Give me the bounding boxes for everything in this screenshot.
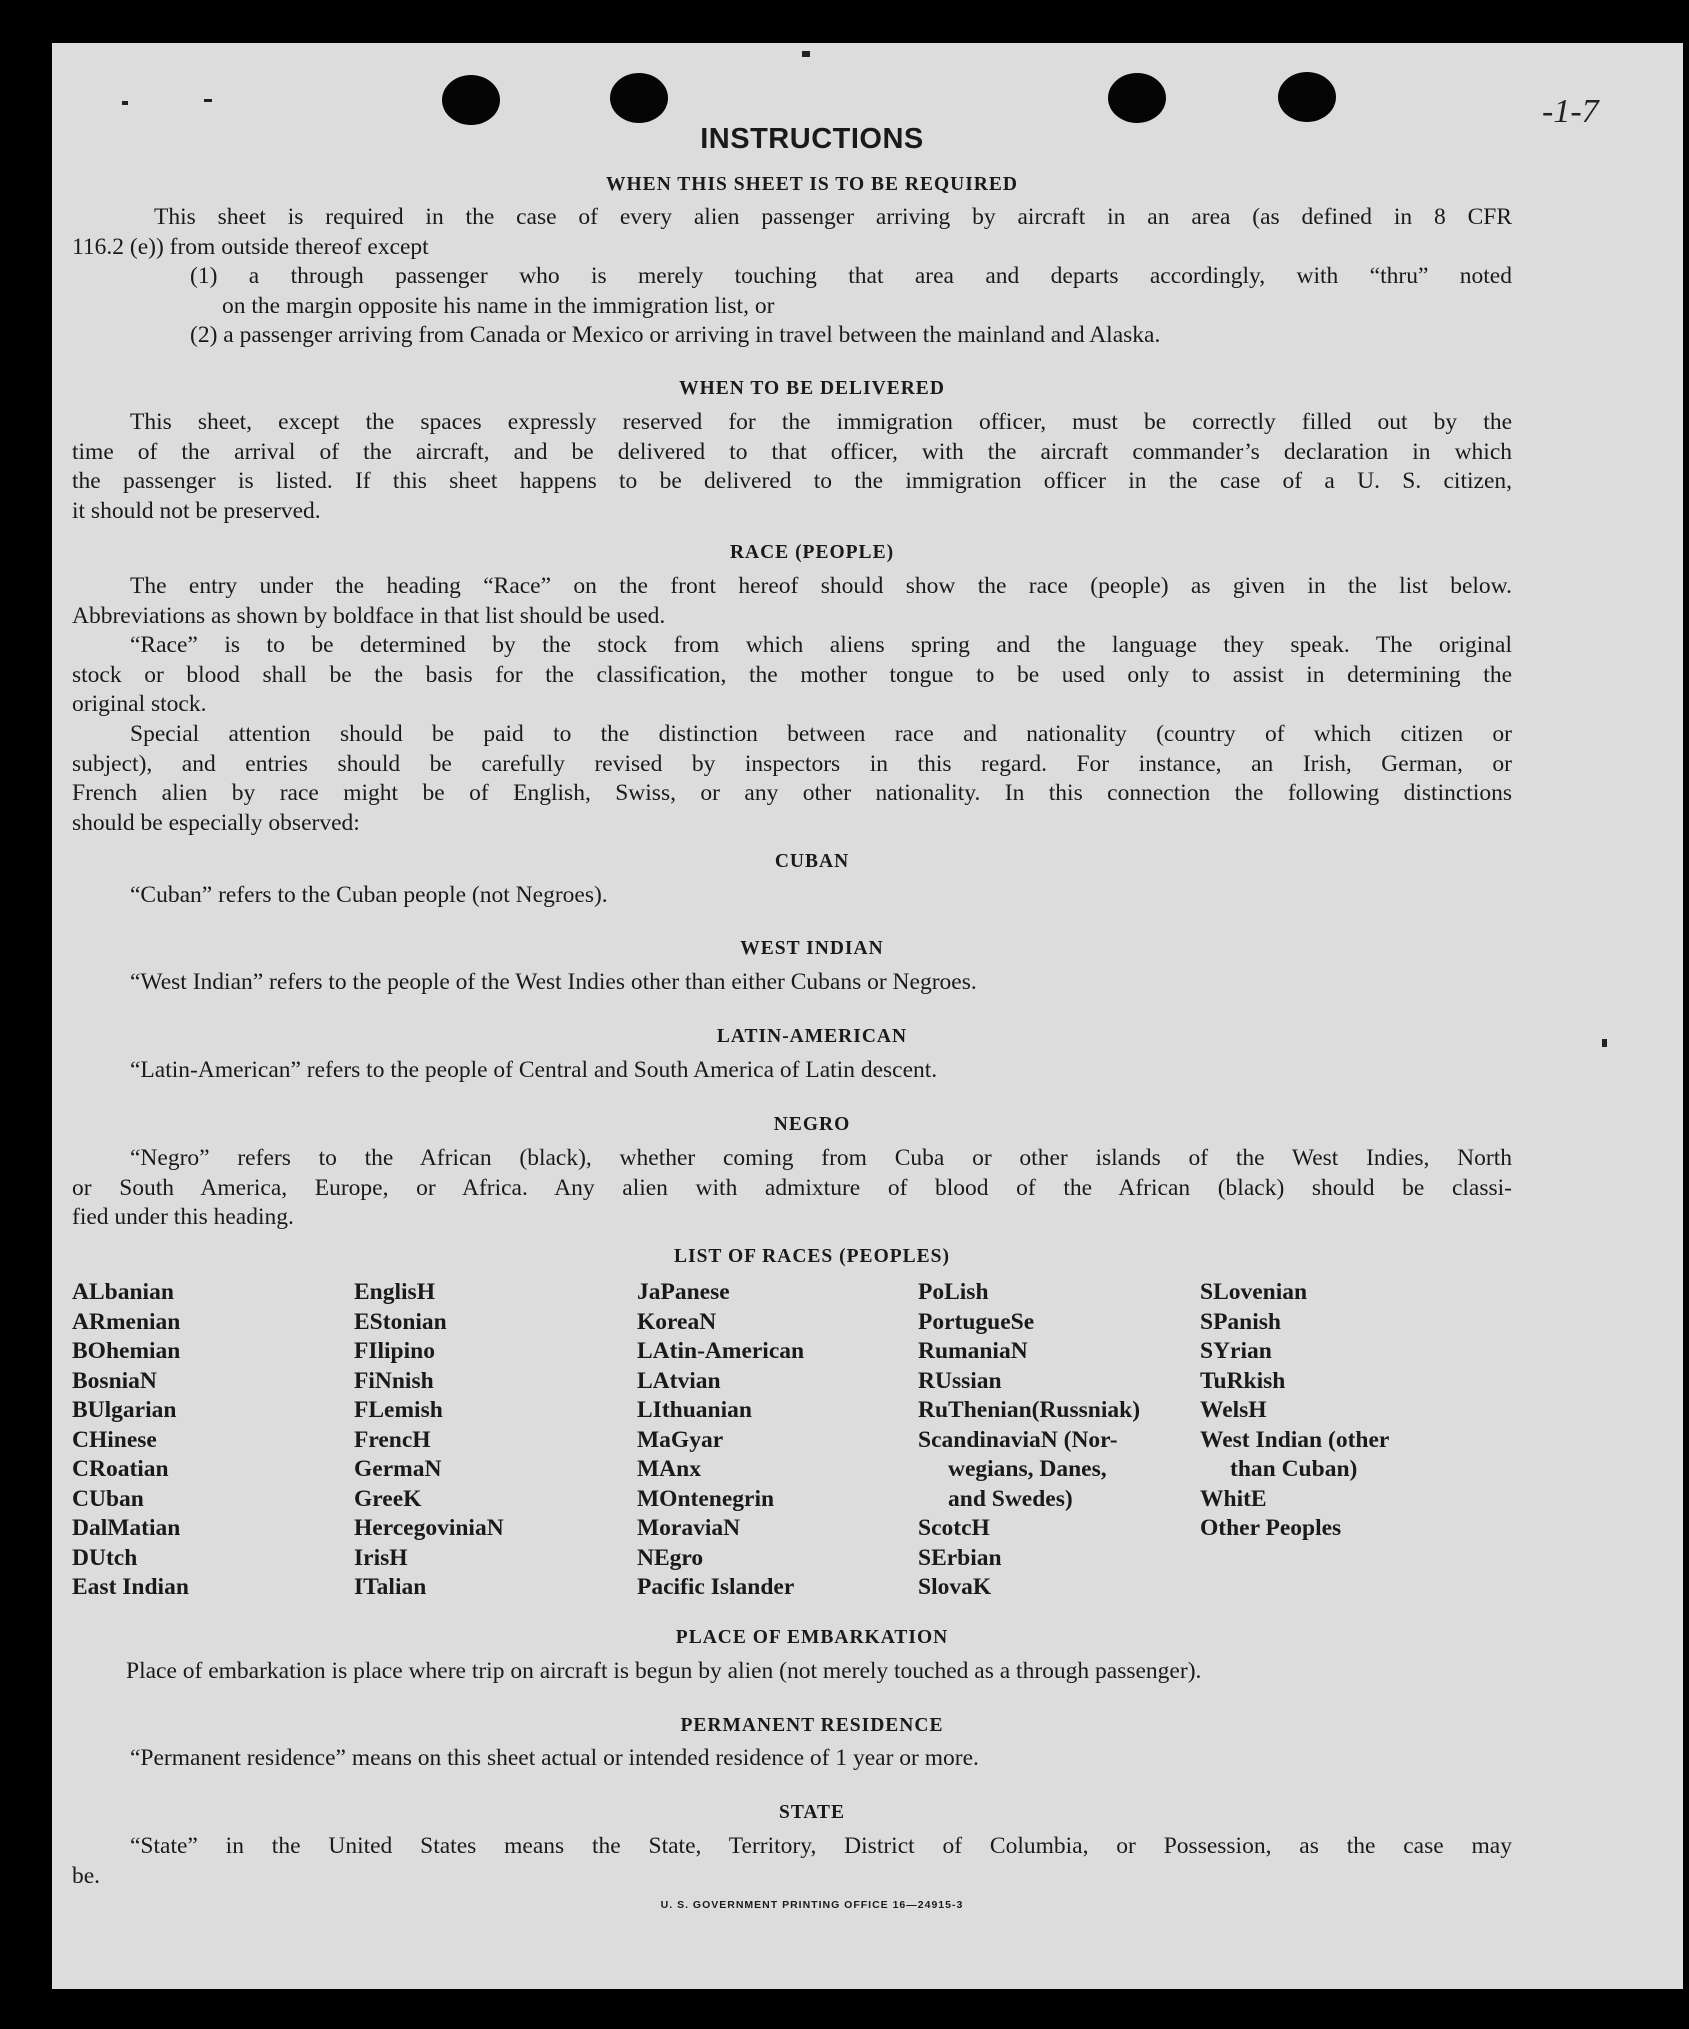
ink-speck	[204, 99, 212, 102]
ink-speck	[1602, 1039, 1607, 1047]
section-heading-state: STATE	[778, 1802, 846, 1823]
race-entry: GreeK	[354, 1485, 422, 1512]
race-entry: MaGyar	[637, 1426, 724, 1453]
page-title: INSTRUCTIONS	[700, 123, 924, 155]
cuban-text: “Cuban” refers to the Cuban people (not Negroes).	[130, 882, 608, 908]
race-entry: BUlgarian	[72, 1397, 177, 1423]
latin-american-text: “Latin-American” refers to the people of Central and South America of Latin descent.	[130, 1057, 938, 1083]
instruction-sheet	[52, 43, 1683, 1989]
race-entry: NEgro	[637, 1544, 704, 1571]
race-entry: FiNnish	[354, 1367, 434, 1394]
text-line: “State” in the United States means the State, Territory, District of Columbia, or Possession, as the case may	[130, 1833, 1512, 1859]
text-line: (1) a through passenger who is merely touching that area and departs accordingly, with “thru” noted	[190, 263, 1512, 289]
west-indian-text: “West Indian” refers to the people of the West Indies other than either Cubans or Negroes.	[130, 969, 977, 995]
race-entry: RumaniaN	[918, 1338, 1028, 1364]
ink-speck	[122, 101, 128, 105]
ink-speck	[802, 51, 810, 57]
text-line: This sheet, except the spaces expressly reserved for the immigration officer, must be correctly filled out by the	[130, 409, 1512, 435]
race-column	[1200, 1278, 1389, 1544]
section-heading-residence: PERMANENT RESIDENCE	[680, 1715, 944, 1736]
race-entry: BosniaN	[72, 1367, 157, 1394]
race-column	[72, 1278, 189, 1603]
race-entry: WhitE	[1200, 1485, 1267, 1512]
text-line: The entry under the heading “Race” on the front hereof should show the race (people) as given in the list below.	[130, 573, 1512, 599]
text-line: fied under this heading.	[72, 1204, 294, 1230]
text-line: Abbreviations as shown by boldface in that list should be used.	[72, 602, 666, 629]
when-required-item-2: (2) a passenger arriving from Canada or Mexico or arriving in travel between the mainland and Alaska.	[190, 322, 1161, 348]
race-paragraph-1	[72, 572, 1512, 631]
race-entry: RUssian	[918, 1367, 1002, 1394]
embarkation-text: Place of embarkation is place where trip on aircraft is begun by alien (not merely touched as a through passenger).	[126, 1658, 1202, 1684]
race-entry: LAtvian	[637, 1367, 721, 1394]
text-line: 116.2 (e)) from outside thereof except	[72, 233, 429, 260]
race-column	[918, 1278, 1140, 1603]
race-entry-continued: and Swedes)	[948, 1485, 1073, 1512]
text-line: original stock.	[72, 691, 207, 717]
race-entry: DalMatian	[72, 1515, 181, 1541]
text-line: This sheet is required in the case of every alien passenger arriving by aircraft in an area (as defined in 8 CFR	[154, 204, 1512, 230]
text-line: it should not be preserved.	[72, 497, 321, 524]
race-entry: JaPanese	[637, 1279, 730, 1305]
race-entry: CRoatian	[72, 1456, 169, 1482]
when-delivered-text	[72, 408, 1512, 526]
race-entry: ALbanian	[72, 1279, 174, 1305]
race-entry: SErbian	[918, 1544, 1002, 1571]
section-heading-list-of-races: LIST OF RACES (PEOPLES)	[673, 1246, 950, 1267]
race-entry: MAnx	[637, 1456, 701, 1482]
section-heading-cuban: CUBAN	[774, 851, 850, 872]
race-entry: FIlipino	[354, 1338, 435, 1364]
section-heading-when-delivered: WHEN TO BE DELIVERED	[679, 378, 945, 399]
race-paragraph-2	[72, 631, 1512, 720]
race-entry: HercegoviniaN	[354, 1515, 504, 1541]
race-entry: GermaN	[354, 1456, 442, 1482]
punch-hole	[1278, 72, 1336, 122]
section-heading-embarkation: PLACE OF EMBARKATION	[675, 1627, 949, 1648]
race-entry: East Indian	[72, 1574, 189, 1600]
text-line: time of the arrival of the aircraft, and be delivered to that officer, with the aircraft commander’s declaration in which	[72, 438, 1512, 465]
race-entry-continued: than Cuban)	[1230, 1456, 1358, 1482]
when-required-item-1	[190, 262, 1512, 321]
section-heading-west-indian: WEST INDIAN	[740, 938, 884, 959]
race-entry: SYrian	[1200, 1338, 1272, 1364]
text-line: should be especially observed:	[72, 809, 360, 836]
state-text	[72, 1832, 1512, 1891]
race-entry: CHinese	[72, 1426, 157, 1453]
race-entry-continued: wegians, Danes,	[948, 1456, 1107, 1482]
race-entry: DUtch	[72, 1544, 138, 1571]
race-entry: FLemish	[354, 1397, 443, 1423]
race-entry: EnglisH	[354, 1279, 435, 1305]
race-entry: WelsH	[1200, 1397, 1267, 1423]
text-line: on the margin opposite his name in the immigration list, or	[222, 292, 775, 319]
race-entry: ScandinaviaN (Nor-	[918, 1426, 1118, 1453]
race-paragraph-3	[72, 720, 1512, 838]
race-entry: EStonian	[354, 1308, 447, 1335]
section-heading-when-required: WHEN THIS SHEET IS TO BE REQUIRED	[606, 174, 1018, 195]
race-entry: CUban	[72, 1485, 144, 1512]
residence-text: “Permanent residence” means on this sheet actual or intended residence of 1 year or more.	[130, 1745, 979, 1771]
race-entry: MOntenegrin	[637, 1485, 775, 1512]
race-entry: TuRkish	[1200, 1367, 1286, 1394]
text-line: “Negro” refers to the African (black), whether coming from Cuba or other islands of the West Indies, North	[130, 1145, 1512, 1171]
when-required-intro	[72, 203, 1512, 262]
punch-hole	[1108, 73, 1166, 123]
section-heading-latin-american: LATIN-AMERICAN	[716, 1026, 908, 1047]
negro-text	[72, 1144, 1512, 1233]
race-entry: FrencH	[354, 1426, 431, 1453]
text-line: stock or blood shall be the basis for the classification, the mother tongue to be used only to assist in determining the	[72, 661, 1512, 688]
race-entry: SLovenian	[1200, 1279, 1308, 1305]
race-entry: LIthuanian	[637, 1397, 752, 1423]
race-entry: ScotcH	[918, 1515, 990, 1541]
race-entry: West Indian (other	[1200, 1426, 1390, 1453]
race-entry: PortugueSe	[918, 1308, 1035, 1335]
race-entry: ARmenian	[72, 1308, 181, 1335]
race-entry: ITalian	[354, 1574, 427, 1600]
race-entry: IrisH	[354, 1544, 408, 1571]
race-column	[637, 1278, 804, 1603]
race-entry: SlovaK	[918, 1574, 992, 1600]
printing-office-footer: U. S. GOVERNMENT PRINTING OFFICE 16—24915-3	[660, 1899, 964, 1911]
race-entry: MoraviaN	[637, 1515, 741, 1541]
text-line: French alien by race might be of English, Swiss, or any other nationality. In this connection the following distinctions	[72, 780, 1512, 806]
punch-hole	[610, 73, 668, 123]
race-entry: BOhemian	[72, 1338, 181, 1364]
text-line: Special attention should be paid to the distinction between race and nationality (country of which citizen or	[130, 721, 1512, 747]
race-entry: Other Peoples	[1200, 1515, 1342, 1541]
race-entry: LAtin-American	[637, 1338, 805, 1364]
text-line: or South America, Europe, or Africa. Any alien with admixture of blood of the African (black) should be classi-	[72, 1174, 1512, 1201]
race-entry: Pacific Islander	[637, 1574, 795, 1600]
text-line: “Race” is to be determined by the stock from which aliens spring and the language they speak. The original	[130, 632, 1512, 658]
section-heading-negro: NEGRO	[773, 1114, 851, 1135]
handwritten-note: -1-7	[1542, 93, 1599, 130]
punch-hole	[442, 75, 500, 125]
race-entry: PoLish	[918, 1279, 989, 1305]
race-entry: SPanish	[1200, 1308, 1281, 1335]
race-entry: RuThenian(Russniak)	[918, 1397, 1141, 1423]
text-line: the passenger is listed. If this sheet happens to be delivered to the immigration officer in the case of a U. S. citizen,	[72, 468, 1512, 494]
text-line: subject), and entries should be carefully revised by inspectors in this regard. For instance, an Irish, German, or	[72, 750, 1512, 777]
race-entry: KoreaN	[637, 1308, 717, 1335]
race-column	[354, 1278, 504, 1603]
text-line: be.	[72, 1862, 101, 1889]
section-heading-race: RACE (PEOPLE)	[729, 542, 895, 563]
